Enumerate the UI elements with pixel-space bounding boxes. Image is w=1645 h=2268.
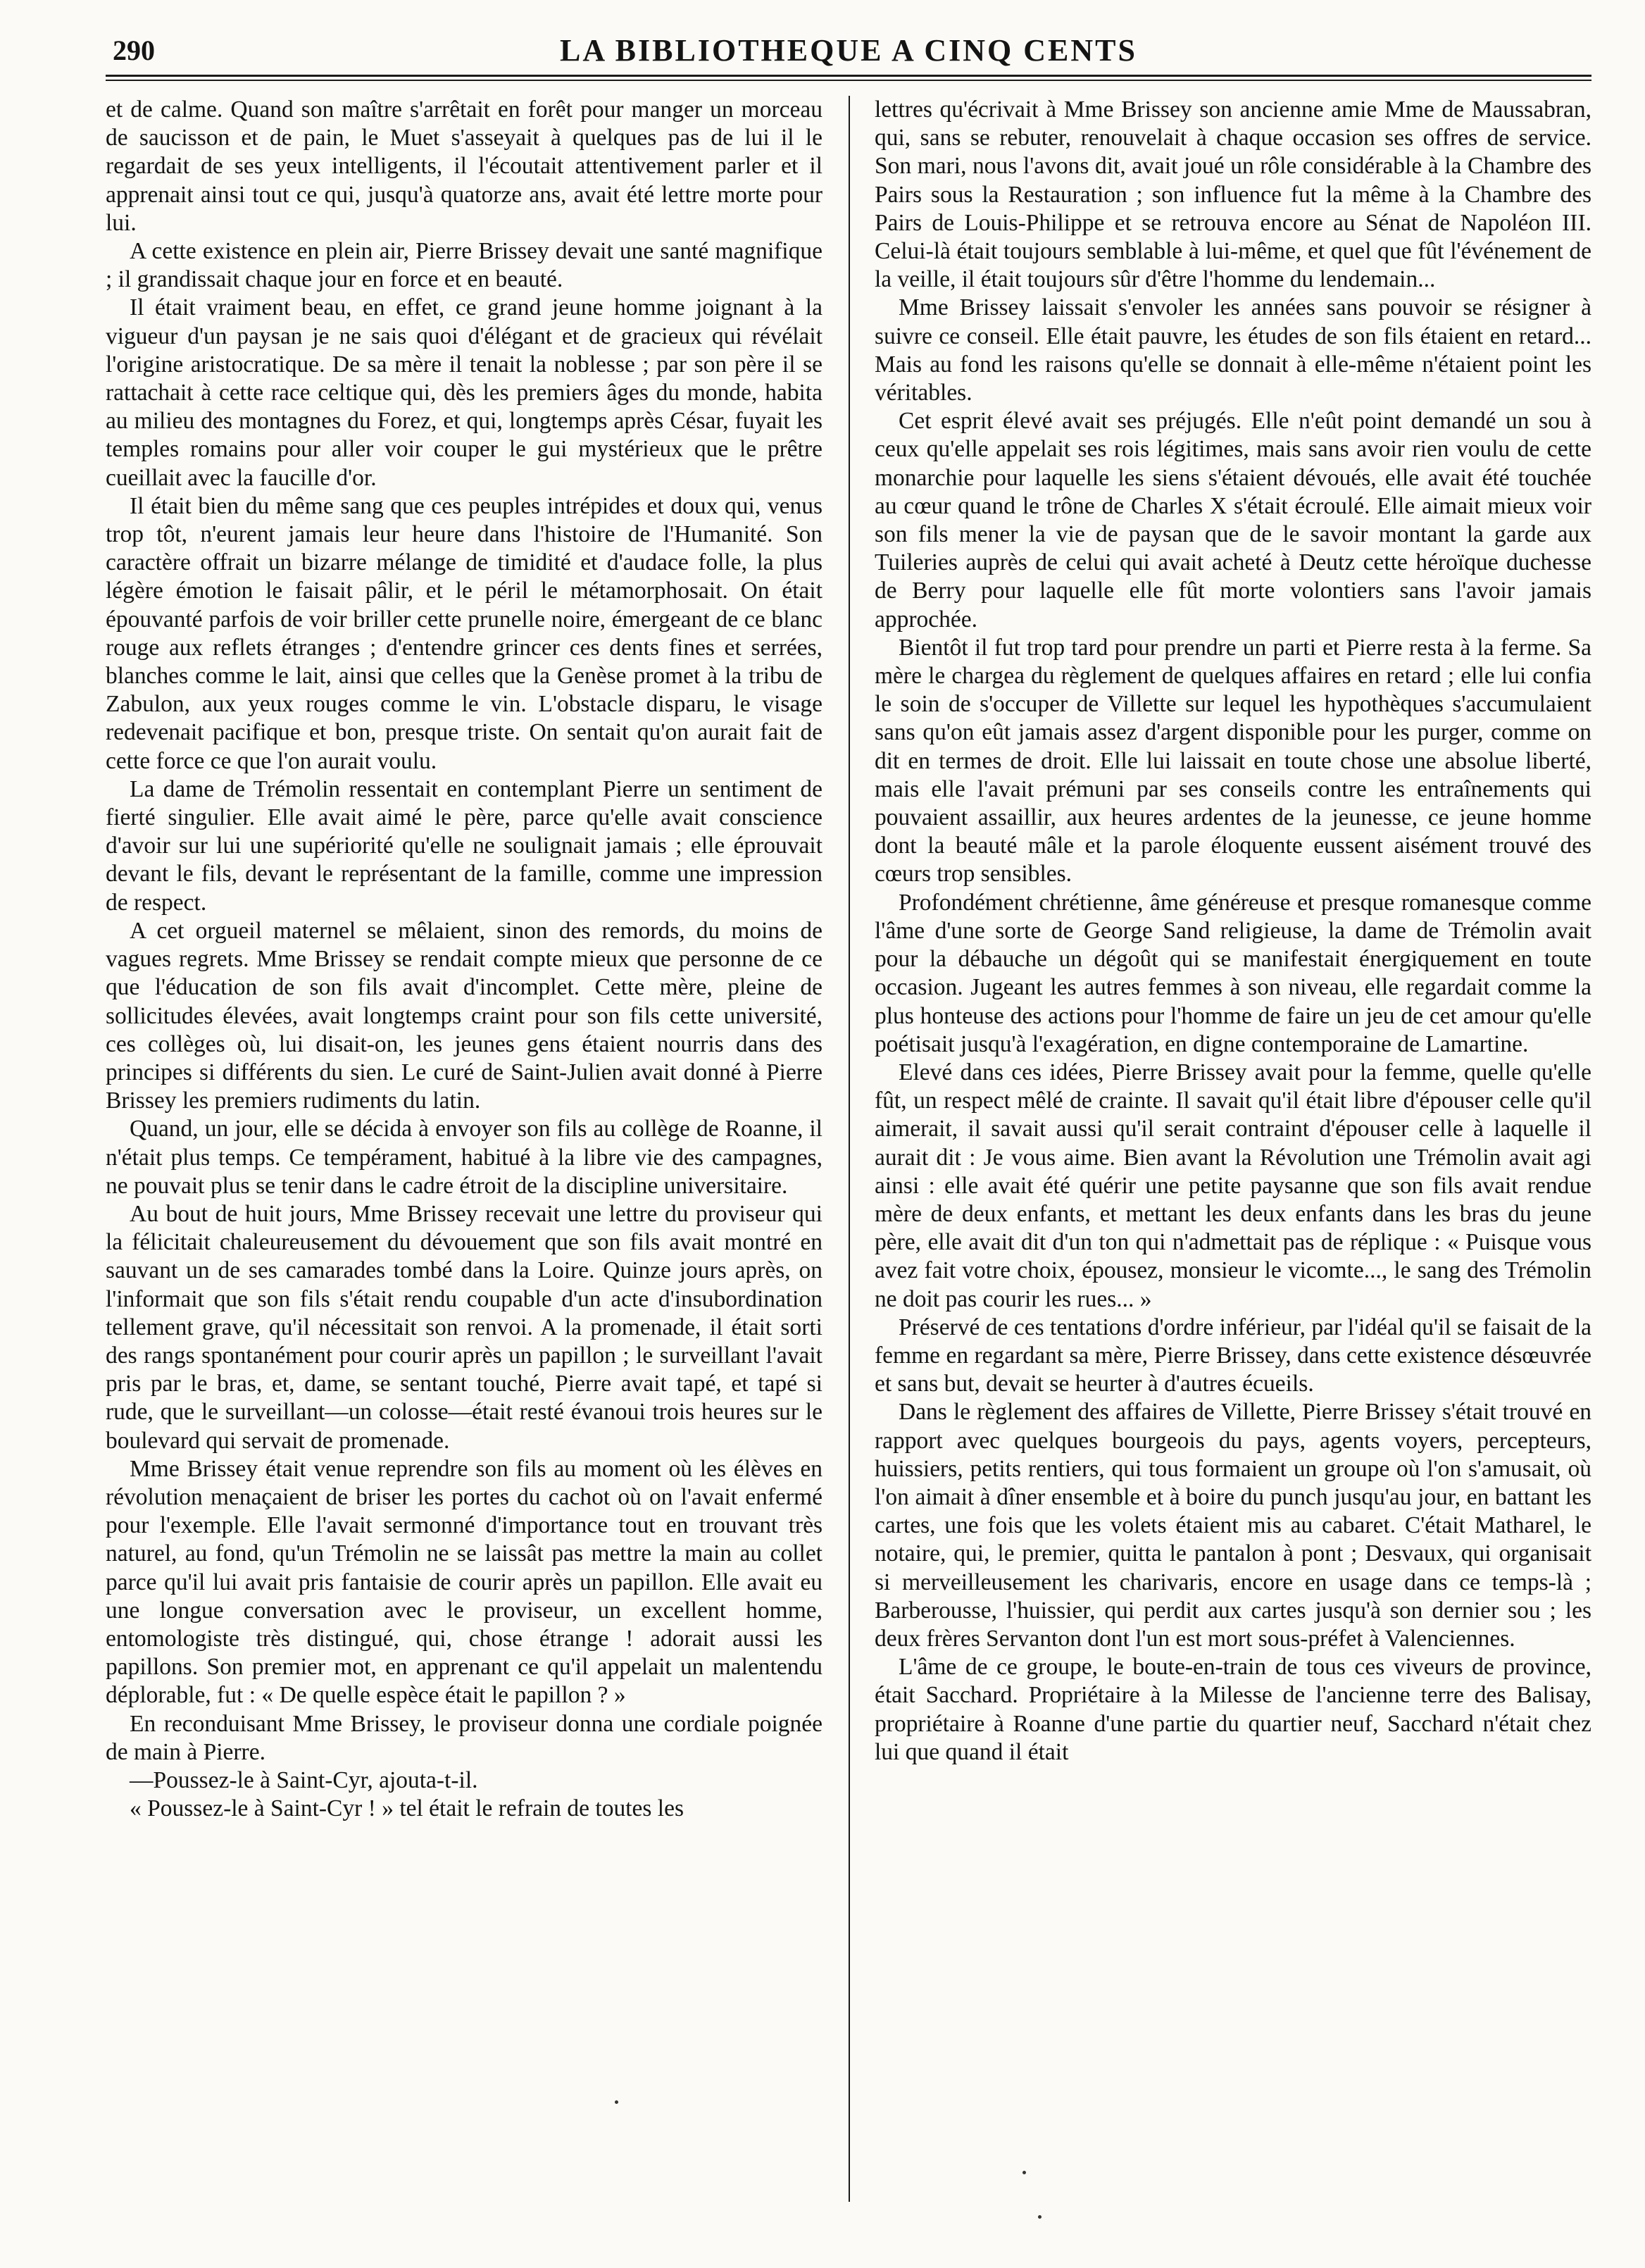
print-speck — [615, 2100, 618, 2104]
print-speck — [1022, 2171, 1026, 2174]
paragraph: Préservé de ces tentations d'ordre inférieur, par l'idéal qu'il se faisait de la femme en regardant sa mère, Pierre Brissey, dans cette existence désœuvrée et sans but, devait se heurter à d'autres écueils. — [875, 1314, 1591, 1397]
column-divider — [849, 96, 850, 2202]
paragraph: lettres qu'écrivait à Mme Brissey son ancienne amie Mme de Maussabran, qui, sans se rebuter, renouvelait à chaque occasion ses offres de service. Son mari, nous l'avons dit, avait joué un rôle considérable à la Chambre des Pairs sous la Restauration ; son influence fut la même à la Chambre des Pairs de Louis-Philippe et se retrouva encore au Sénat de Napoléon III. Celui-là était toujours semblable à lui-même, et quel que fût l'événement de la veille, il était toujours sûr d'être l'homme du lendemain... — [875, 96, 1591, 293]
paragraph: et de calme. Quand son maître s'arrêtait en forêt pour manger un morceau de saucisson et de pain, le Muet s'asseyait à quelques pas de lui il le regardait de ses yeux intelligents, il l'écoutait attentivement parler et il apprenait ainsi tout ce qui, jusqu'à quatorze ans, avait été lettre morte pour lui. — [106, 96, 822, 236]
paragraph: La dame de Trémolin ressentait en contemplant Pierre un sentiment de fierté singulier. Elle avait aimé le père, parce qu'elle avait conscience d'avoir sur lui une supériorité qu'elle ne soulignait jamais ; elle éprouvait devant le fils, devant le représentant de la famille, comme une impression de respect. — [106, 775, 822, 916]
paragraph: En reconduisant Mme Brissey, le proviseur donna une cordiale poignée de main à Pierre. — [106, 1710, 822, 1765]
paragraph: Bientôt il fut trop tard pour prendre un parti et Pierre resta à la ferme. Sa mère le chargea du règlement de quelques affaires en retard ; elle lui confia le soin de s'occuper de Villette sur lequel les hypothèques s'accumulaient sans qu'on eût jamais assez d'argent disponible pour les purger, comme on dit en termes de droit. Elle lui laissait en toute chose une absolue liberté, mais elle l'avait prémuni par ses conseils contre les entraînements qui pouvaient assaillir, aux heures ardentes de la jeunesse, ce jeune homme dont la beauté mâle et la parole éloquente eussent aisément trouvé des cœurs trop sensibles. — [875, 634, 1591, 887]
document-page — [106, 28, 1591, 2226]
paragraph: A cet orgueil maternel se mêlaient, sinon des remords, du moins de vagues regrets. Mme Brissey se rendait compte mieux que personne de ce que l'éducation de son fils avait d'incomplet. Cette mère, pleine de sollicitudes élevées, avait longtemps craint pour son fils cette université, ces collèges où, lui disait-on, les jeunes gens étaient nourris dans des principes si différents du sien. Le curé de Saint-Julien avait donné à Pierre Brissey les premiers rudiments du latin. — [106, 917, 822, 1114]
paragraph: L'âme de ce groupe, le boute-en-train de tous ces viveurs de province, était Sacchard. Propriétaire à la Milesse de l'ancienne terre des Balisay, propriétaire à Roanne d'une partie du quartier neuf, Sacchard n'était chez lui que quand il était — [875, 1654, 1591, 1765]
page-number: 290 — [113, 35, 155, 66]
paragraph: Mme Brissey était venue reprendre son fils au moment où les élèves en révolution menaçaient de briser les portes du cachot où on l'avait enfermé pour l'exemple. Elle l'avait sermonné d'importance tout en trouvant très naturel, au fond, qu'un Trémolin ne se laissât pas mettre la main au collet parce qu'il lui avait pris fantaisie de courir après un papillon. Elle avait eu une longue conversation avec le proviseur, un excellent homme, entomologiste très distingué, qui, chose étrange ! adorait aussi les papillons. Son premier mot, en apprenant ce qu'il appelait un malentendu déplorable, fut : « De quelle espèce était le papillon ? » — [106, 1455, 822, 1709]
page-header — [106, 28, 1591, 80]
header-rule-thin — [106, 80, 1591, 81]
paragraph: Mme Brissey laissait s'envoler les années sans pouvoir se résigner à suivre ce conseil. Elle était pauvre, les études de son fils étaient en retard... Mais au fond les raisons qu'elle se donnait à elle-même n'étaient point les véritables. — [875, 294, 1591, 406]
paragraph: Dans le règlement des affaires de Villette, Pierre Brissey s'était trouvé en rapport avec quelques bourgeois du pays, agents voyers, percepteurs, huissiers, petits rentiers, qui tous formaient un groupe où l'on s'amusait, où l'on aimait à dîner ensemble et à boire du punch jusqu'au jour, en battant les cartes, une fois que les volets étaient mis au cabaret. C'était Matharel, le notaire, qui, le premier, quitta le pantalon à pont ; Desvaux, qui organisait si merveilleusement les charivaris, encore en usage dans ce temps-là ; Barberousse, l'huissier, qui perdit aux cartes jusqu'à son dernier sou ; les deux frères Servanton dont l'un est mort sous-préfet à Valenciennes. — [875, 1399, 1591, 1652]
paragraph: A cette existence en plein air, Pierre Brissey devait une santé magnifique ; il grandissait chaque jour en force et en beauté. — [106, 238, 822, 293]
paragraph: —Poussez-le à Saint-Cyr, ajouta-t-il. — [130, 1767, 478, 1793]
paragraph: Quand, un jour, elle se décida à envoyer son fils au collège de Roanne, il n'était plus temps. Ce tempérament, habitué à la libre vie des campagnes, ne pouvait plus se tenir dans le cadre étroit de la discipline universitaire. — [106, 1116, 822, 1199]
paragraph: Il était bien du même sang que ces peuples intrépides et doux qui, venus trop tôt, n'eurent jamais leur heure dans l'histoire de l'Humanité. Son caractère offrait un bizarre mélange de timidité et d'audace folle, la plus légère émotion le faisait pâlir, et le péril le métamorphosait. On était épouvanté parfois de voir briller cette prunelle noire, émergeant de ce blanc rouge aux reflets étranges ; d'entendre grincer ces dents fines et serrées, blanches comme le lait, ainsi que celles que la Genèse promet à la tribu de Zabulon, aux yeux rouges comme le vin. L'obstacle disparu, le visage redevenait pacifique et bon, presque triste. On sentait qu'on aurait fait de cette force ce que l'on aurait voulu. — [106, 492, 822, 774]
paragraph: Elevé dans ces idées, Pierre Brissey avait pour la femme, quelle qu'elle fût, un respect mêlé de crainte. Il savait qu'il était libre d'épouser celle qu'il aimerait, il savait aussi qu'il serait contraint d'épouser celle à laquelle il aurait dit : Je vous aime. Bien avant la Révolution une Trémolin avait agi ainsi : elle avait été quérir une petite paysanne que son fils avait rendue mère de deux enfants, et mettant les deux enfants dans les bras du jeune père, elle avait dit d'un ton qui n'admettait pas de réplique : « Puisque vous avez fait votre choix, épousez, monsieur le vicomte..., le sang des Trémolin ne doit pas courir les rues... » — [875, 1059, 1591, 1312]
paragraph: Il était vraiment beau, en effet, ce grand jeune homme joignant à la vigueur d'un paysan je ne sais quoi d'élégant et de gracieux qui révélait l'origine aristocratique. De sa mère il tenait la noblesse ; par son père il se rattachait à cette race celtique qui, dès les premiers âges du monde, habita au milieu des montagnes du Forez, et qui, longtemps après César, fuyait les temples romains pour aller voir couper le gui mystérieux que le prêtre cueillait avec la faucille d'or. — [106, 294, 822, 491]
paragraph: Cet esprit élevé avait ses préjugés. Elle n'eût point demandé un sou à ceux qu'elle appelait ses rois légitimes, mais sans avoir rien voulu de cette monarchie pour laquelle les siens s'étaient dévoués, elle avait été touchée au cœur quand le trône de Charles X s'était écroulé. Elle aimait mieux voir son fils mener la vie de paysan que de le savoir montant la garde aux Tuileries auprès de celui qui avait acheté à Deutz cette héroïque duchesse de Berry pour laquelle elle fût morte volontiers sans l'avoir jamais approchée. — [875, 408, 1591, 633]
left-column — [106, 96, 822, 2216]
paragraph: « Poussez-le à Saint-Cyr ! » tel était le refrain de toutes les — [130, 1795, 684, 1822]
paragraph: Au bout de huit jours, Mme Brissey recevait une lettre du proviseur qui la félicitait chaleureusement du dévouement que son fils avait montré en sauvant un de ses camarades tombé dans la Loire. Quinze jours après, on l'informait que son fils s'était rendu coupable d'un acte d'insubordination tellement grave, qu'il nécessitait son renvoi. A la promenade, il était sorti des rangs spontanément pour courir après un papillon ; le surveillant l'avait pris par le bras, et, dame, se sentant touché, Pierre avait tapé, et tapé si rude, que le surveillant—un colosse—était resté évanoui trois heures sur le boulevard qui servait de promenade. — [106, 1200, 822, 1454]
header-rule — [106, 75, 1591, 77]
right-column — [875, 96, 1591, 2216]
print-speck — [1038, 2215, 1042, 2219]
running-title: LA BIBLIOTHEQUE A CINQ CENTS — [559, 33, 1137, 68]
text-columns — [106, 96, 1591, 2216]
paragraph: Profondément chrétienne, âme généreuse et presque romanesque comme l'âme d'une sorte de George Sand religieuse, la dame de Trémolin avait pour la débauche un dégoût qui se manifestait énergiquement en toute occasion. Jugeant les autres femmes à son niveau, elle regardait comme la plus honteuse des actions pour l'homme de faire un jeu de cet amour qu'elle poétisait jusqu'à l'exagération, en digne contemporaine de Lamartine. — [875, 889, 1591, 1057]
